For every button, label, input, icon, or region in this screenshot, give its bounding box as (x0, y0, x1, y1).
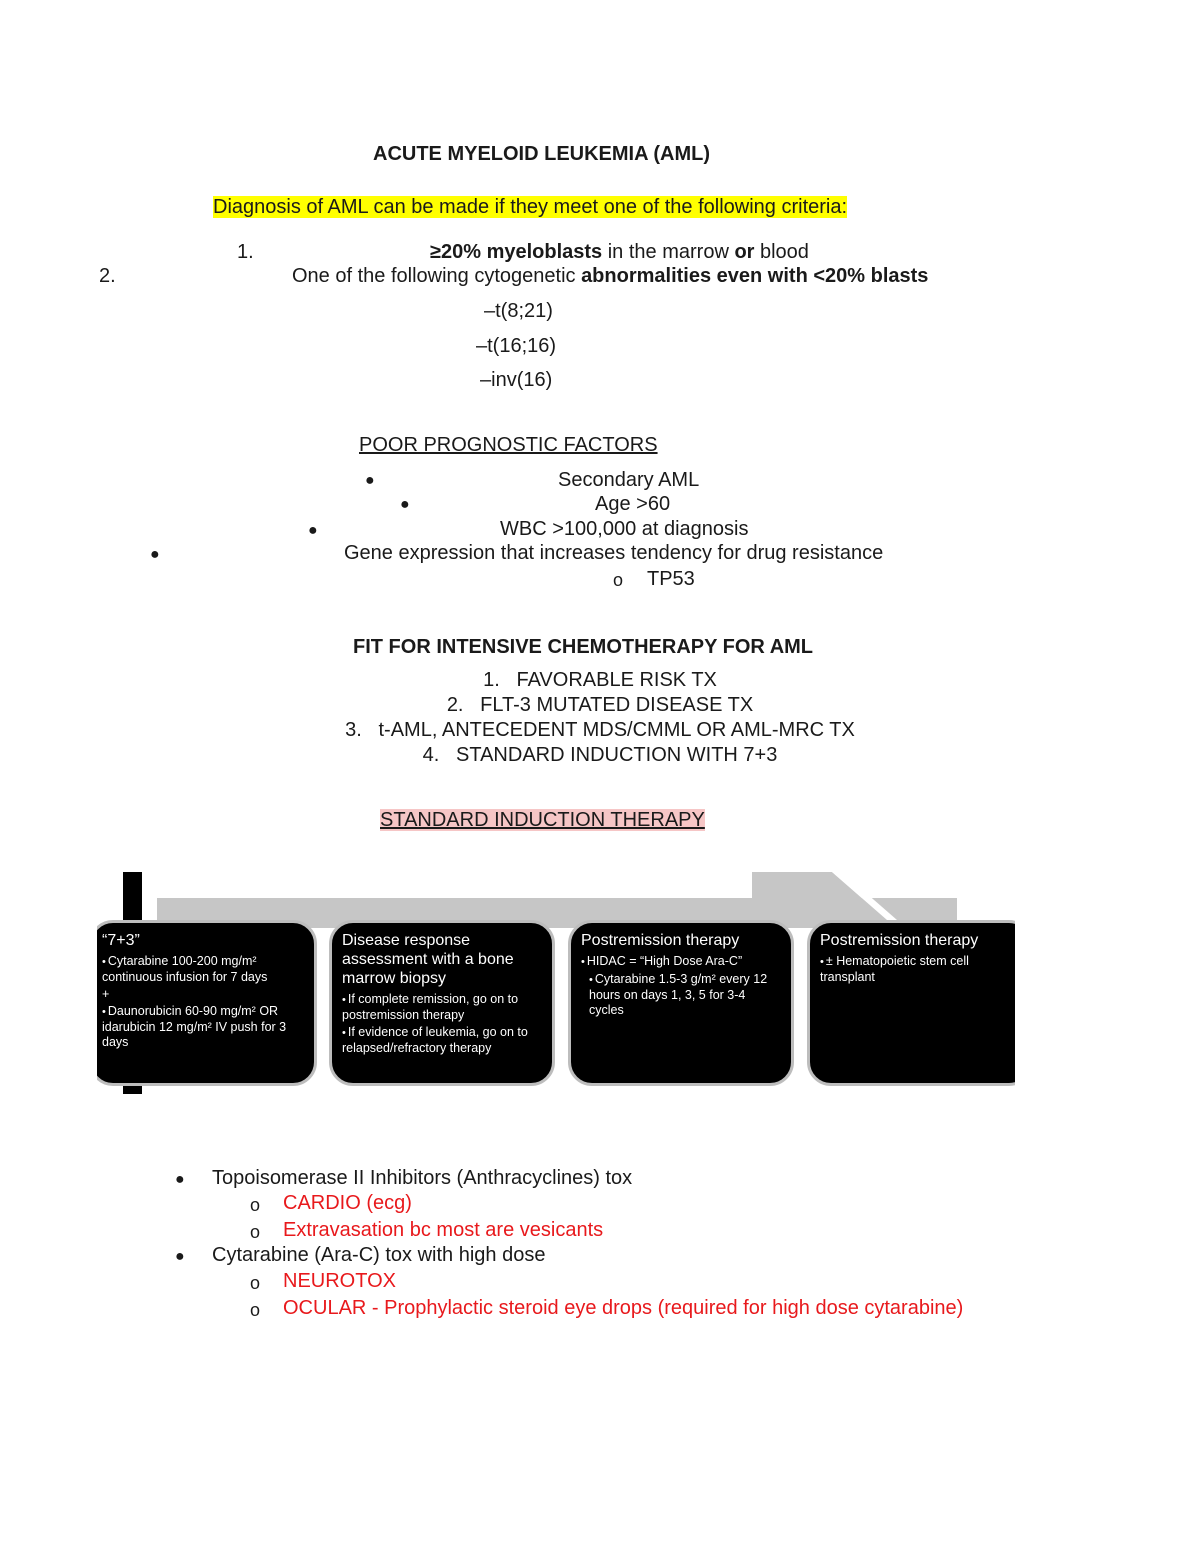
box-title: Postremission therapy (820, 932, 979, 949)
bullet-icon: ● (150, 546, 160, 563)
toxicity-sub-item: CARDIO (ecg) (283, 1192, 412, 1214)
page-title: ACUTE MYELOID LEUKEMIA (AML) (373, 143, 711, 165)
criterion-1-number: 1. (237, 241, 254, 263)
box-bullet (342, 1025, 542, 1056)
diagram-box-postremission-1 (568, 920, 794, 1086)
fit-item-number: 3. (345, 719, 362, 741)
prognostic-item: Gene expression that increases tendency for drug resistance (344, 542, 884, 564)
bullet-dot-icon: • (102, 956, 106, 968)
bullet-dot-icon: • (589, 974, 593, 986)
cytogenetic-item: –t(16;16) (476, 335, 557, 357)
diagnosis-intro-text: Diagnosis of AML can be made if they meet one of the following criteria: (213, 196, 848, 218)
criterion-1-mid: in the marrow (602, 241, 735, 263)
box-title: “7+3” (102, 932, 140, 949)
box-bullet-text: If complete remission, go on to postremission therapy (342, 992, 519, 1022)
fit-item-1 (0, 669, 1200, 692)
prognostic-item: WBC >100,000 at diagnosis (500, 518, 749, 540)
fit-item-text: STANDARD INDUCTION WITH 7+3 (456, 744, 778, 766)
toxicity-item: Cytarabine (Ara-C) tox with high dose (212, 1244, 546, 1266)
bullet-icon: ● (365, 472, 375, 489)
cytogenetic-item: –t(8;21) (484, 300, 553, 322)
box-title: Disease response assessment with a bone marrow biopsy (342, 932, 514, 987)
bullet-icon: ● (400, 496, 410, 513)
fit-item-number: 4. (422, 744, 440, 766)
fit-item-number: 2. (446, 694, 464, 716)
prognostic-item: Age >60 (595, 493, 671, 515)
criterion-2-plain: One of the following cytogenetic (292, 265, 582, 287)
bullet-icon: ● (308, 522, 318, 539)
criterion-1 (430, 241, 809, 264)
fit-item-2 (0, 694, 1200, 717)
induction-heading-text: STANDARD INDUCTION THERAPY (380, 809, 705, 831)
bullet-dot-icon: • (342, 994, 346, 1006)
diagram-box-induction (97, 920, 317, 1086)
box-title: Postremission therapy (581, 932, 740, 949)
box-bullet-text: ± Hematopoietic stem cell transplant (820, 954, 969, 984)
criterion-2-number: 2. (99, 265, 116, 287)
fit-heading: FIT FOR INTENSIVE CHEMOTHERAPY FOR AML (353, 636, 814, 658)
bullet-dot-icon: • (102, 1006, 106, 1018)
bullet-dot-icon: • (342, 1027, 346, 1039)
poor-prognostic-heading: POOR PROGNOSTIC FACTORS (359, 434, 658, 456)
toxicity-sub-item: OCULAR - Prophylactic steroid eye drops (required for high dose cytarabine) (283, 1297, 964, 1319)
bullet-icon: ● (175, 1171, 185, 1188)
box-bullet (820, 954, 1015, 985)
fit-item-4 (0, 744, 1200, 767)
toxicity-sub-item: NEUROTOX (283, 1270, 396, 1292)
fit-item-number: 1. (483, 669, 500, 691)
bullet-icon: ● (175, 1248, 185, 1265)
box-bullet (102, 954, 304, 985)
fit-item-text: FAVORABLE RISK TX (516, 669, 717, 691)
bullet-dot-icon: • (820, 956, 824, 968)
box-bullet-text: If evidence of leukemia, go on to relapsed/refractory therapy (342, 1025, 528, 1055)
box-bullet-text: Cytarabine 100-200 mg/m² continuous infusion for 7 days (102, 954, 268, 984)
box-sub-bullet (581, 972, 781, 1018)
fit-item-3 (0, 719, 1200, 742)
fit-item-text: FLT-3 MUTATED DISEASE TX (480, 694, 754, 716)
cytogenetic-item: –inv(16) (480, 369, 553, 391)
criterion-2 (292, 265, 928, 288)
box-bullet-text: + (102, 987, 110, 1001)
toxicity-sub-item: Extravasation bc most are vesicants (283, 1219, 604, 1241)
box-bullet (342, 992, 542, 1023)
diagram-box-postremission-2 (807, 920, 1015, 1086)
bullet-dot-icon: • (581, 956, 585, 968)
box-bullet-text: Daunorubicin 60-90 mg/m² OR idarubicin 12 mg/m² IV push for 3 days (102, 1004, 287, 1049)
criterion-1-end: blood (754, 241, 809, 263)
induction-heading (380, 809, 705, 832)
sub-bullet-icon: o (250, 1195, 261, 1215)
box-bullet (102, 987, 304, 1002)
diagram-box-response (329, 920, 555, 1086)
criterion-1-bold2: or (734, 241, 755, 263)
prognostic-item: Secondary AML (558, 469, 700, 491)
diagnosis-intro (213, 196, 847, 219)
induction-diagram (97, 872, 1015, 1094)
box-bullet (581, 954, 781, 970)
box-bullet-text: Cytarabine 1.5-3 g/m² every 12 hours on days 1, 3, 5 for 3-4 cycles (589, 972, 768, 1017)
fit-item-text: t-AML, ANTECEDENT MDS/CMML OR AML-MRC TX (378, 719, 855, 741)
sub-bullet-icon: o (250, 1222, 261, 1242)
criterion-2-bold: abnormalities even with <20% blasts (581, 265, 929, 287)
criterion-1-bold: ≥20% myeloblasts (430, 241, 603, 263)
prognostic-sub-item: TP53 (647, 568, 695, 590)
box-bullet (102, 1004, 304, 1050)
sub-bullet-icon: o (250, 1300, 261, 1320)
sub-bullet-icon: o (613, 570, 624, 590)
box-bullet-text: HIDAC = “High Dose Ara-C” (586, 954, 743, 968)
toxicity-item: Topoisomerase II Inhibitors (Anthracyclines) tox (212, 1167, 633, 1189)
sub-bullet-icon: o (250, 1273, 261, 1293)
